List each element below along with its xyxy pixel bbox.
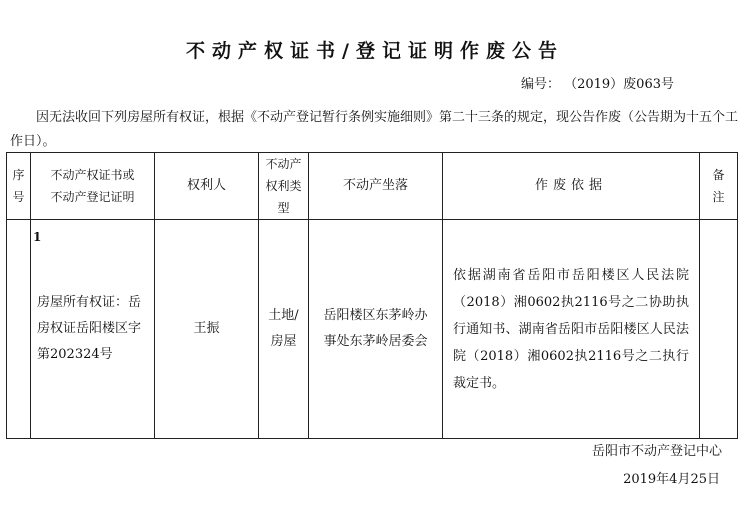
header-remark: 备注 bbox=[700, 153, 738, 220]
doc-number bbox=[521, 73, 674, 92]
doc-number-value: （2019）废063号 bbox=[564, 77, 674, 92]
header-basis: 作废依据 bbox=[443, 153, 700, 220]
row-seq: 1 bbox=[7, 220, 31, 439]
row-basis: 依据湖南省岳阳市岳阳楼区人民法院（2018）湘0602执2116号之二协助执行通知书、湖南省岳阳市岳阳楼区人民法院（2018）湘0602执2116号之二执行裁定书。 bbox=[443, 220, 700, 439]
header-type: 不动产权利类型 bbox=[259, 153, 309, 220]
issuer: 岳阳市不动产登记中心 bbox=[591, 444, 722, 459]
table-row bbox=[7, 220, 738, 439]
header-cert: 不动产权证书或不动产登记证明 bbox=[31, 153, 155, 220]
doc-number-label: 编号： bbox=[520, 77, 560, 92]
issue-date: 2019年4月25日 bbox=[623, 472, 720, 487]
void-table bbox=[6, 152, 738, 439]
row-type: 土地/房屋 bbox=[259, 220, 309, 439]
intro-paragraph: 因无法收回下列房屋所有权证，根据《不动产登记暂行条例实施细则》第二十三条的规定，现公告作废（公告期为十五个工作日）。 bbox=[10, 110, 739, 149]
row-cert: 房屋所有权证：岳房权证岳阳楼区字第202324号 bbox=[31, 220, 155, 439]
header-seq: 序号 bbox=[7, 153, 31, 220]
header-location: 不动产坐落 bbox=[309, 153, 443, 220]
page-title: 不动产权证书/登记证明作废公告 bbox=[186, 40, 564, 62]
row-remark bbox=[700, 220, 738, 439]
header-holder: 权利人 bbox=[155, 153, 259, 220]
table-header-row bbox=[7, 153, 738, 220]
row-holder: 王振 bbox=[155, 220, 259, 439]
row-location: 岳阳楼区东茅岭办事处东茅岭居委会 bbox=[309, 220, 443, 439]
